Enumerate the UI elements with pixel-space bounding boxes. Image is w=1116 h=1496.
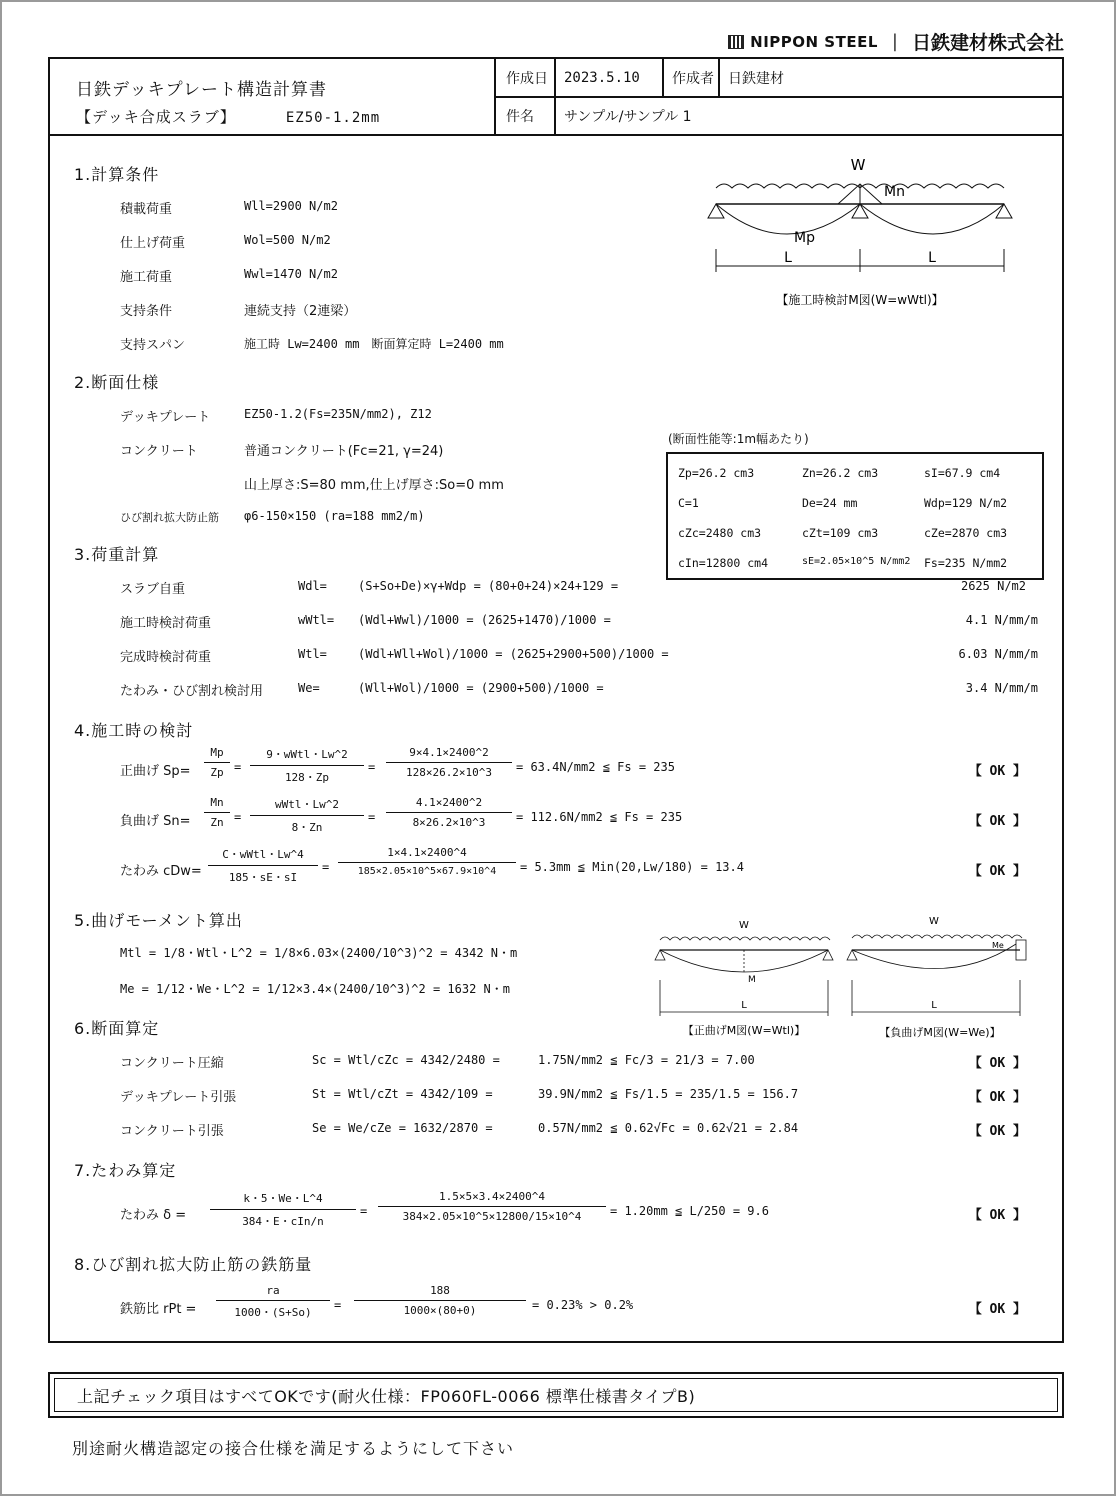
section-spec-value: 山上厚さ:S=80 mm,仕上げ厚さ:So=0 mm [244,478,504,493]
date-value: 2023.5.10 [564,69,640,86]
document-subtitle: 【デッキ合成スラブ】 EZ50-1.2mm [76,108,381,126]
section-spec-label: ひび割れ拡大防止筋 [120,511,219,524]
ok-badge: 【 OK 】 [968,1208,1026,1223]
document-body [50,136,1062,1341]
check-label: 鉄筋比 rPt = [120,1302,197,1317]
equals-sign: = [334,1298,342,1312]
moment-equation: Mtl = 1/8・Wtl・L^2 = 1/8×6.03×(2400/10^3)^2 = 4342 N・m [120,946,518,960]
stress-result: 39.9N/mm2 ≦ Fs/1.5 = 235/1.5 = 156.7 [538,1087,799,1101]
summary-box [48,1372,1064,1418]
section-spec-value: EZ50-1.2(Fs=235N/mm2), Z12 [244,407,432,421]
condition-label: 積載荷重 [120,202,173,217]
check-label: 正曲げ Sp= [120,764,191,779]
section-8-title: 8.ひび割れ拡大防止筋の鉄筋量 [74,1255,313,1274]
load-symbol: Wtl= [298,647,327,661]
subject-value: サンプル/サンプル 1 [564,109,692,125]
ok-badge: 【 OK 】 [968,1302,1026,1317]
load-symbol: Wdl= [298,579,327,593]
positive-moment-diagram [652,916,842,1066]
section-6-title: 6.断面算定 [74,1019,160,1038]
date-label: 作成日 [506,70,548,87]
check-label: たわみ δ = [120,1208,187,1223]
fraction: $\frac{9\times 4.1\times 2400\^{}2}{128\times 26.2\times 10\^{}3}$ [386,746,512,779]
stress-expression: Sc = Wtl/cZc = 4342/2480 = [312,1053,500,1067]
distributed-load-icon [660,937,830,940]
stress-label: コンクリート圧縮 [120,1056,224,1071]
moment-equation: Me = 1/12・We・L^2 = 1/12×3.4×(2400/10^3)^2 = 1632 N・m [120,982,511,996]
load-result: 2625 N/m2 [960,579,1026,593]
nippon-steel-mark-icon [728,35,744,49]
diagram-moment-label: Me [992,941,1004,950]
load-label: 完成時検討荷重 [120,650,212,665]
equals-sign: = [368,810,376,824]
brand-header [728,28,1064,55]
section-7-title: 7.たわみ算定 [74,1161,177,1180]
section-4-title: 4.施工時の検討 [74,721,194,740]
condition-label: 支持条件 [120,304,173,319]
diagram-caption: 【正曲げM図(W=Wtl)】 [682,1024,806,1037]
fraction: wWtl・Lw^2 8・Zn [250,796,364,835]
document-title: 日鉄デッキプレート構造計算書 [76,80,327,100]
section-spec-value: 普通コンクリート(Fc=21, γ=24) [244,444,444,459]
diagram-span-label: L [784,250,792,266]
ok-badge: 【 OK 】 [968,764,1026,779]
fraction: $\frac{4.1\times 2400\^{}2}{8\times 26.2\times 10\^{}3}$ [386,796,512,829]
stress-expression: Se = We/cZe = 1632/2870 = [312,1121,493,1135]
check-label: 負曲げ Sn= [120,814,191,829]
property-cell: sI=67.9 cm4 [924,466,1001,480]
property-cell: Wdp=129 N/m2 [924,496,1008,510]
stress-label: デッキプレート引張 [120,1090,237,1105]
support-icon [996,204,1012,218]
summary-text: 上記チェック項目はすべてOKです(耐火仕様：FP060FL-0066 標準仕様書タイプB) [54,1378,1058,1412]
footer-note: 別途耐火構造認定の接合仕様を満足するようにして下さい [72,1439,515,1458]
support-icon [708,204,724,218]
check-label: たわみ cDw= [120,864,202,879]
diagram-caption: 【負曲げM図(W=We)】 [879,1026,1001,1039]
load-symbol: We= [298,681,320,695]
condition-value: Wol=500 N/m2 [244,233,331,247]
load-symbol: wWtl= [298,613,335,627]
document-title-block [50,59,496,134]
property-cell: cZc=2480 cm3 [678,526,762,540]
property-cell: Fs=235 N/mm2 [924,556,1008,570]
diagram-load-label: W [739,920,749,931]
stress-label: コンクリート引張 [120,1124,224,1139]
diagram-caption: 【施工時検討M図(W=wWtl)】 [776,293,944,307]
fraction: $\frac{188}{1000\times(80+0)}$ [354,1284,526,1317]
section-spec-label: コンクリート [120,444,198,459]
fraction: $\frac{Mn}{Zn}$ [204,796,230,829]
author-value: 日鉄建材 [728,70,784,87]
section-properties-title: (断面性能等:1m幅あたり) [668,432,809,446]
equals-sign: = [234,810,242,824]
ok-badge: 【 OK 】 [968,1124,1026,1139]
condition-value: 施工時 Lw=2400 mm 断面算定時 L=2400 mm [244,337,504,351]
negative-moment-diagram [846,910,1046,1066]
load-expression: (Wdl+Wwl)/1000 = (2625+1470)/1000 = [358,613,611,627]
ok-badge: 【 OK 】 [968,1090,1026,1105]
positive-moment-curve [716,204,860,234]
load-expression: (S+So+De)×γ+Wdp = (80+0+24)×24+129 = [358,579,619,593]
load-label: 施工時検討荷重 [120,616,212,631]
fraction: 9・wWtl・Lw^2 128・Zp [250,746,364,785]
distributed-load-icon [852,935,1022,938]
property-cell: Zn=26.2 cm3 [802,466,879,480]
diagram-span-label: L [928,250,936,266]
support-icon [852,204,868,218]
diagram-span-label: L [741,1000,747,1011]
stress-expression: St = Wtl/cZt = 4342/109 = [312,1087,493,1101]
equals-sign: = [322,860,330,874]
load-result: 3.4 N/mm/m [965,681,1038,695]
condition-label: 支持スパン [120,338,186,353]
section-spec-label: デッキプレート [120,410,211,425]
stress-result: 0.57N/mm2 ≦ 0.62√Fc = 0.62√21 = 2.84 [538,1121,799,1135]
load-label: たわみ・ひび割れ検討用 [120,684,264,699]
diagram-span-label: L [931,1000,937,1011]
brand-separator: | [891,31,898,52]
fraction: k・5・We・L^4 384・E・cIn/n [210,1190,356,1229]
condition-value: Wll=2900 N/m2 [244,199,338,213]
positive-moment-curve [860,204,1004,234]
check-result: = 63.4N/mm2 ≦ Fs = 235 [516,760,675,774]
equals-sign: = [234,760,242,774]
property-cell: Zp=26.2 cm3 [678,466,755,480]
section-5-title: 5.曲げモーメント算出 [74,911,243,930]
company-name: 日鉄建材株式会社 [911,32,1064,54]
ok-badge: 【 OK 】 [968,814,1026,829]
property-cell: cZt=109 cm3 [802,526,879,540]
section-3-title: 3.荷重計算 [74,545,160,564]
fraction: $\frac{ra}{1000・(S+So)}$ [216,1284,330,1320]
construction-moment-diagram [698,154,1028,324]
section-1-title: 1.計算条件 [74,165,160,184]
property-cell: cIn=12800 cm4 [678,556,769,570]
diagram-load-label: W [850,156,866,174]
condition-value: Wwl=1470 N/m2 [244,267,338,281]
load-expression: (Wdl+Wll+Wol)/1000 = (2625+2900+500)/1000 = [358,647,669,661]
diagram-mn-label: Mn [884,184,905,200]
equals-sign: = [360,1204,368,1218]
property-cell: cZe=2870 cm3 [924,526,1008,540]
check-result: = 5.3mm ≦ Min(20,Lw/180) = 13.4 [520,860,744,874]
ok-badge: 【 OK 】 [968,1056,1026,1071]
check-result: = 1.20mm ≦ L/250 = 9.6 [610,1204,769,1218]
author-label: 作成者 [672,70,714,87]
moment-curve [660,950,828,972]
document-header [50,59,1062,136]
fraction: C・wWtl・Lw^4 185・sE・sI [208,846,318,885]
diagram-load-label: W [929,916,939,927]
load-result: 6.03 N/mm/m [958,647,1038,661]
condition-value: 連続支持（2連梁） [244,304,357,319]
diagram-mp-label: Mp [794,230,815,246]
property-cell: sE=2.05×10^5 N/mm2 [802,556,911,567]
load-label: スラブ自重 [120,582,186,597]
fraction: $\frac{1\times 4.1\times 2400\^{}4}{185\times 2.05\times 10\^{}5\times 67.9\times 10\^{}4}$ [338,846,516,877]
check-result: = 112.6N/mm2 ≦ Fs = 235 [516,810,683,824]
load-expression: (Wll+Wol)/1000 = (2900+500)/1000 = [358,681,604,695]
subject-label: 件名 [506,109,534,125]
fraction: $\frac{Mp}{Zp}$ [204,746,230,779]
section-spec-value: φ6-150×150 (ra=188 mm2/m) [244,509,425,523]
section-properties-box [666,452,1044,580]
fraction: $\frac{1.5\times 5\times 3.4\times 2400\^{}4}{384\times 2.05\times 10\^{}5\times 12800/15\times 10\^{}4}$ [378,1190,606,1223]
section-2-title: 2.断面仕様 [74,373,160,392]
check-result: = 0.23% > 0.2% [532,1298,634,1312]
property-cell: C=1 [678,496,699,510]
property-cell: De=24 mm [802,496,858,510]
document-frame [48,57,1064,1343]
load-result: 4.1 N/mm/m [965,613,1038,627]
condition-label: 仕上げ荷重 [120,236,186,251]
nippon-steel-logo: NIPPON STEEL [728,33,878,51]
condition-label: 施工荷重 [120,270,173,285]
stress-result: 1.75N/mm2 ≦ Fc/3 = 21/3 = 7.00 [538,1053,755,1067]
equals-sign: = [368,760,376,774]
diagram-moment-label: M [748,975,756,985]
product-spec: EZ50-1.2mm [285,110,381,126]
ok-badge: 【 OK 】 [968,864,1026,879]
